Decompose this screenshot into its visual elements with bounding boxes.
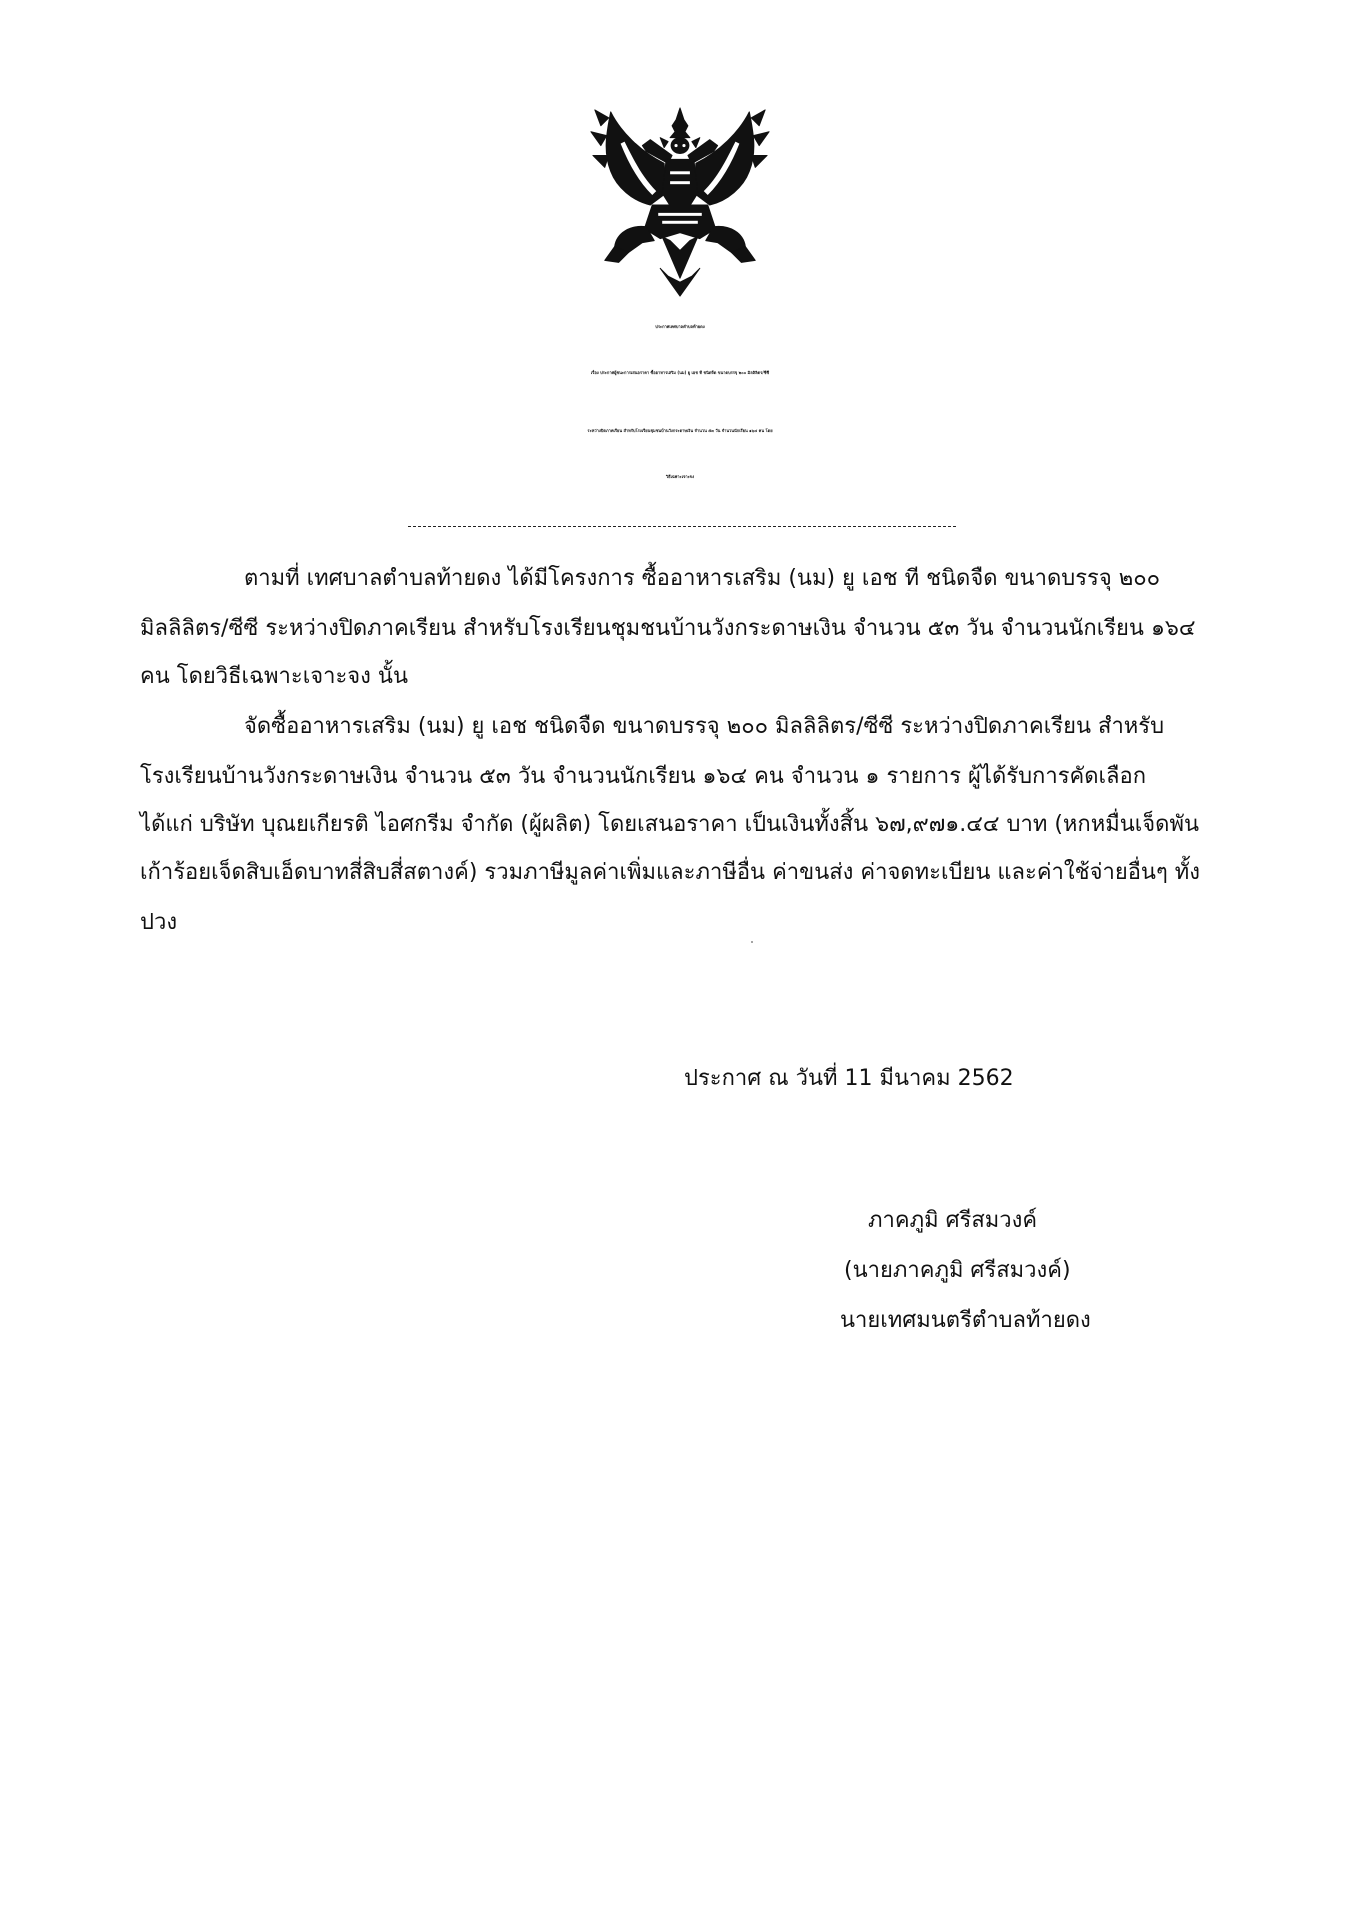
- signatory-position: นายเทศมนตรีตำบลท้ายดง: [840, 1308, 1091, 1333]
- subject-line-1: เรื่อง ประกาศผู้ชนะการเสนอราคา ซื้ออาหารเสริม (นม) ยู เอช ที ชนิดจืด ขนาดบรรจุ ๒๐๐ มิลลิลิตร/ซีซี: [590, 370, 770, 375]
- paragraph-2-line-2: โรงเรียนบ้านวังกระดาษเงิน จำนวน ๕๓ วัน จำนวนนักเรียน ๑๖๔ คน จำนวน ๑ รายการ ผู้ได้รับการคัดเลือก: [140, 764, 1147, 789]
- signatory-full-name: (นายภาคภูมิ ศรีสมวงค์): [844, 1258, 1071, 1283]
- issuing-authority-heading: ประกาศเทศบาลตำบลท้ายดง: [655, 324, 705, 329]
- paragraph-1-line-3: คน โดยวิธีเฉพาะเจาะจง นั้น: [140, 664, 408, 689]
- paragraph-1-line-1: ตามที่ เทศบาลตำบลท้ายดง ได้มีโครงการ ซื้ออาหารเสริม (นม) ยู เอช ที ชนิดจืด ขนาดบรรจุ ๒๐๐: [244, 566, 1161, 591]
- divider: [408, 526, 956, 527]
- paragraph-2-line-4: เก้าร้อยเจ็ดสิบเอ็ดบาทสี่สิบสี่สตางค์) รวมภาษีมูลค่าเพิ่มและภาษีอื่น ค่าขนส่ง ค่าจดทะเบียน และค่าใช้จ่ายอื่นๆ ทั้ง: [140, 860, 1201, 885]
- paragraph-2-line-3: ได้แก่ บริษัท บุณยเกียรติ ไอศกรีม จำกัด (ผู้ผลิต) โดยเสนอราคา เป็นเงินทั้งสิ้น ๖๗,๙๗๑.๔๔ บาท (หกหมื่นเจ็ดพัน: [140, 812, 1200, 837]
- scan-speck: [751, 941, 753, 943]
- paragraph-1-line-2: มิลลิลิตร/ซีซี ระหว่างปิดภาคเรียน สำหรับโรงเรียนชุมชนบ้านวังกระดาษเงิน จำนวน ๕๓ วัน จำนวนนักเรียน ๑๖๔: [140, 616, 1196, 641]
- paragraph-2-line-5: ปวง: [140, 910, 178, 935]
- signatory-name: ภาคภูมิ ศรีสมวงค์: [868, 1208, 1038, 1233]
- garuda-emblem-icon: [581, 102, 779, 300]
- announcement-date: ประกาศ ณ วันที่ 11 มีนาคม 2562: [684, 1066, 1014, 1091]
- subject-line-3: วิธีเฉพาะเจาะจง: [665, 474, 695, 479]
- paragraph-2-line-1: จัดซื้ออาหารเสริม (นม) ยู เอช ชนิดจืด ขนาดบรรจุ ๒๐๐ มิลลิลิตร/ซีซี ระหว่างปิดภาคเรียน สำหรับ: [244, 714, 1165, 739]
- subject-line-2: ระหว่างปิดภาคเรียน สำหรับโรงเรียนชุมชนบ้านวังกระดาษเงิน จำนวน ๕๓ วัน จำนวนนักเรียน ๑๖๔ คน โดย: [587, 428, 773, 433]
